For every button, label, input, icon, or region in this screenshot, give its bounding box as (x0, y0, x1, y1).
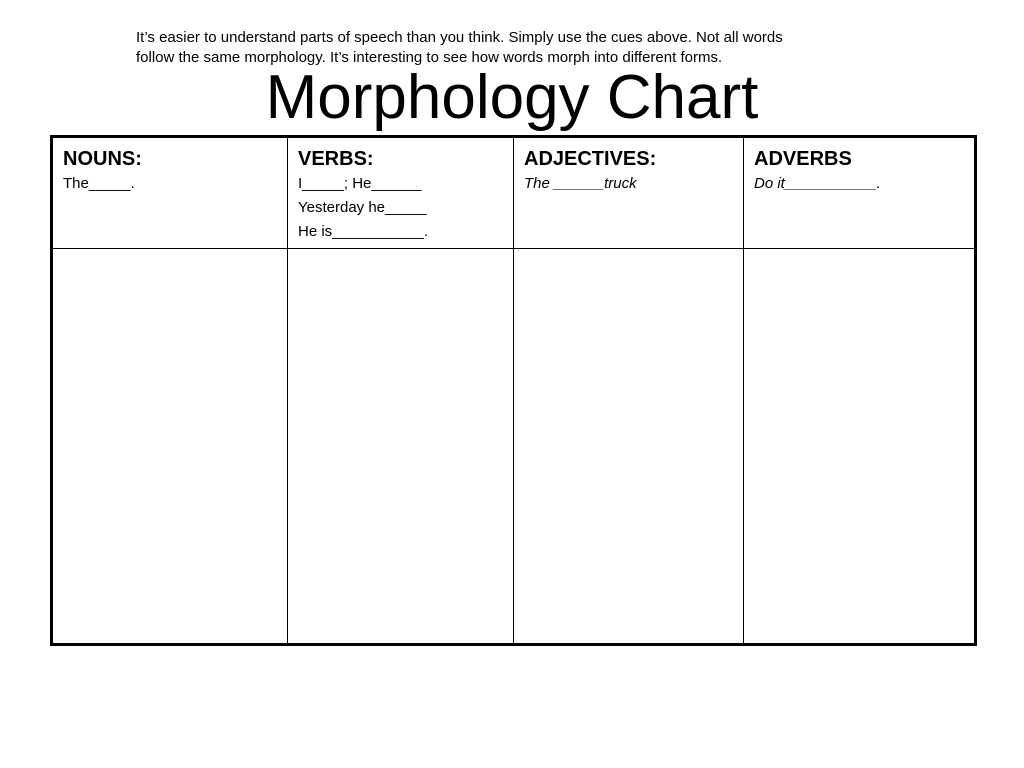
adverbs-cue: Do it___________. (754, 175, 881, 192)
adverbs-answer-cell[interactable] (744, 249, 976, 645)
verbs-heading: VERBS: (298, 148, 374, 170)
header-row (52, 137, 976, 249)
verbs-cue-past: Yesterday he_____ (298, 199, 427, 216)
morphology-table (50, 135, 977, 646)
nouns-answer-cell[interactable] (52, 249, 288, 645)
adjectives-heading: ADJECTIVES: (524, 148, 657, 170)
verbs-header-cell (288, 137, 514, 249)
adjectives-header-cell (514, 137, 744, 249)
verbs-cue-progressive: He is___________. (298, 223, 429, 240)
page-title: Morphology Chart (265, 63, 759, 132)
adverbs-header-cell (744, 137, 976, 249)
intro-line-1: It’s easier to understand parts of speech than you think. Simply use the cues above. Not all words (136, 29, 783, 46)
verbs-answer-cell[interactable] (288, 249, 514, 645)
adjectives-answer-cell[interactable] (514, 249, 744, 645)
adjectives-cue: The ______truck (524, 175, 637, 192)
nouns-header-cell (52, 137, 288, 249)
nouns-cue: The_____. (63, 175, 135, 192)
intro-line-2: follow the same morphology. It’s interesting to see how words morph into different forms. (136, 49, 723, 66)
adverbs-heading: ADVERBS (754, 148, 852, 170)
verbs-cue-present: I_____; He______ (298, 175, 422, 192)
answer-row (52, 249, 976, 645)
nouns-heading: NOUNS: (63, 148, 142, 170)
